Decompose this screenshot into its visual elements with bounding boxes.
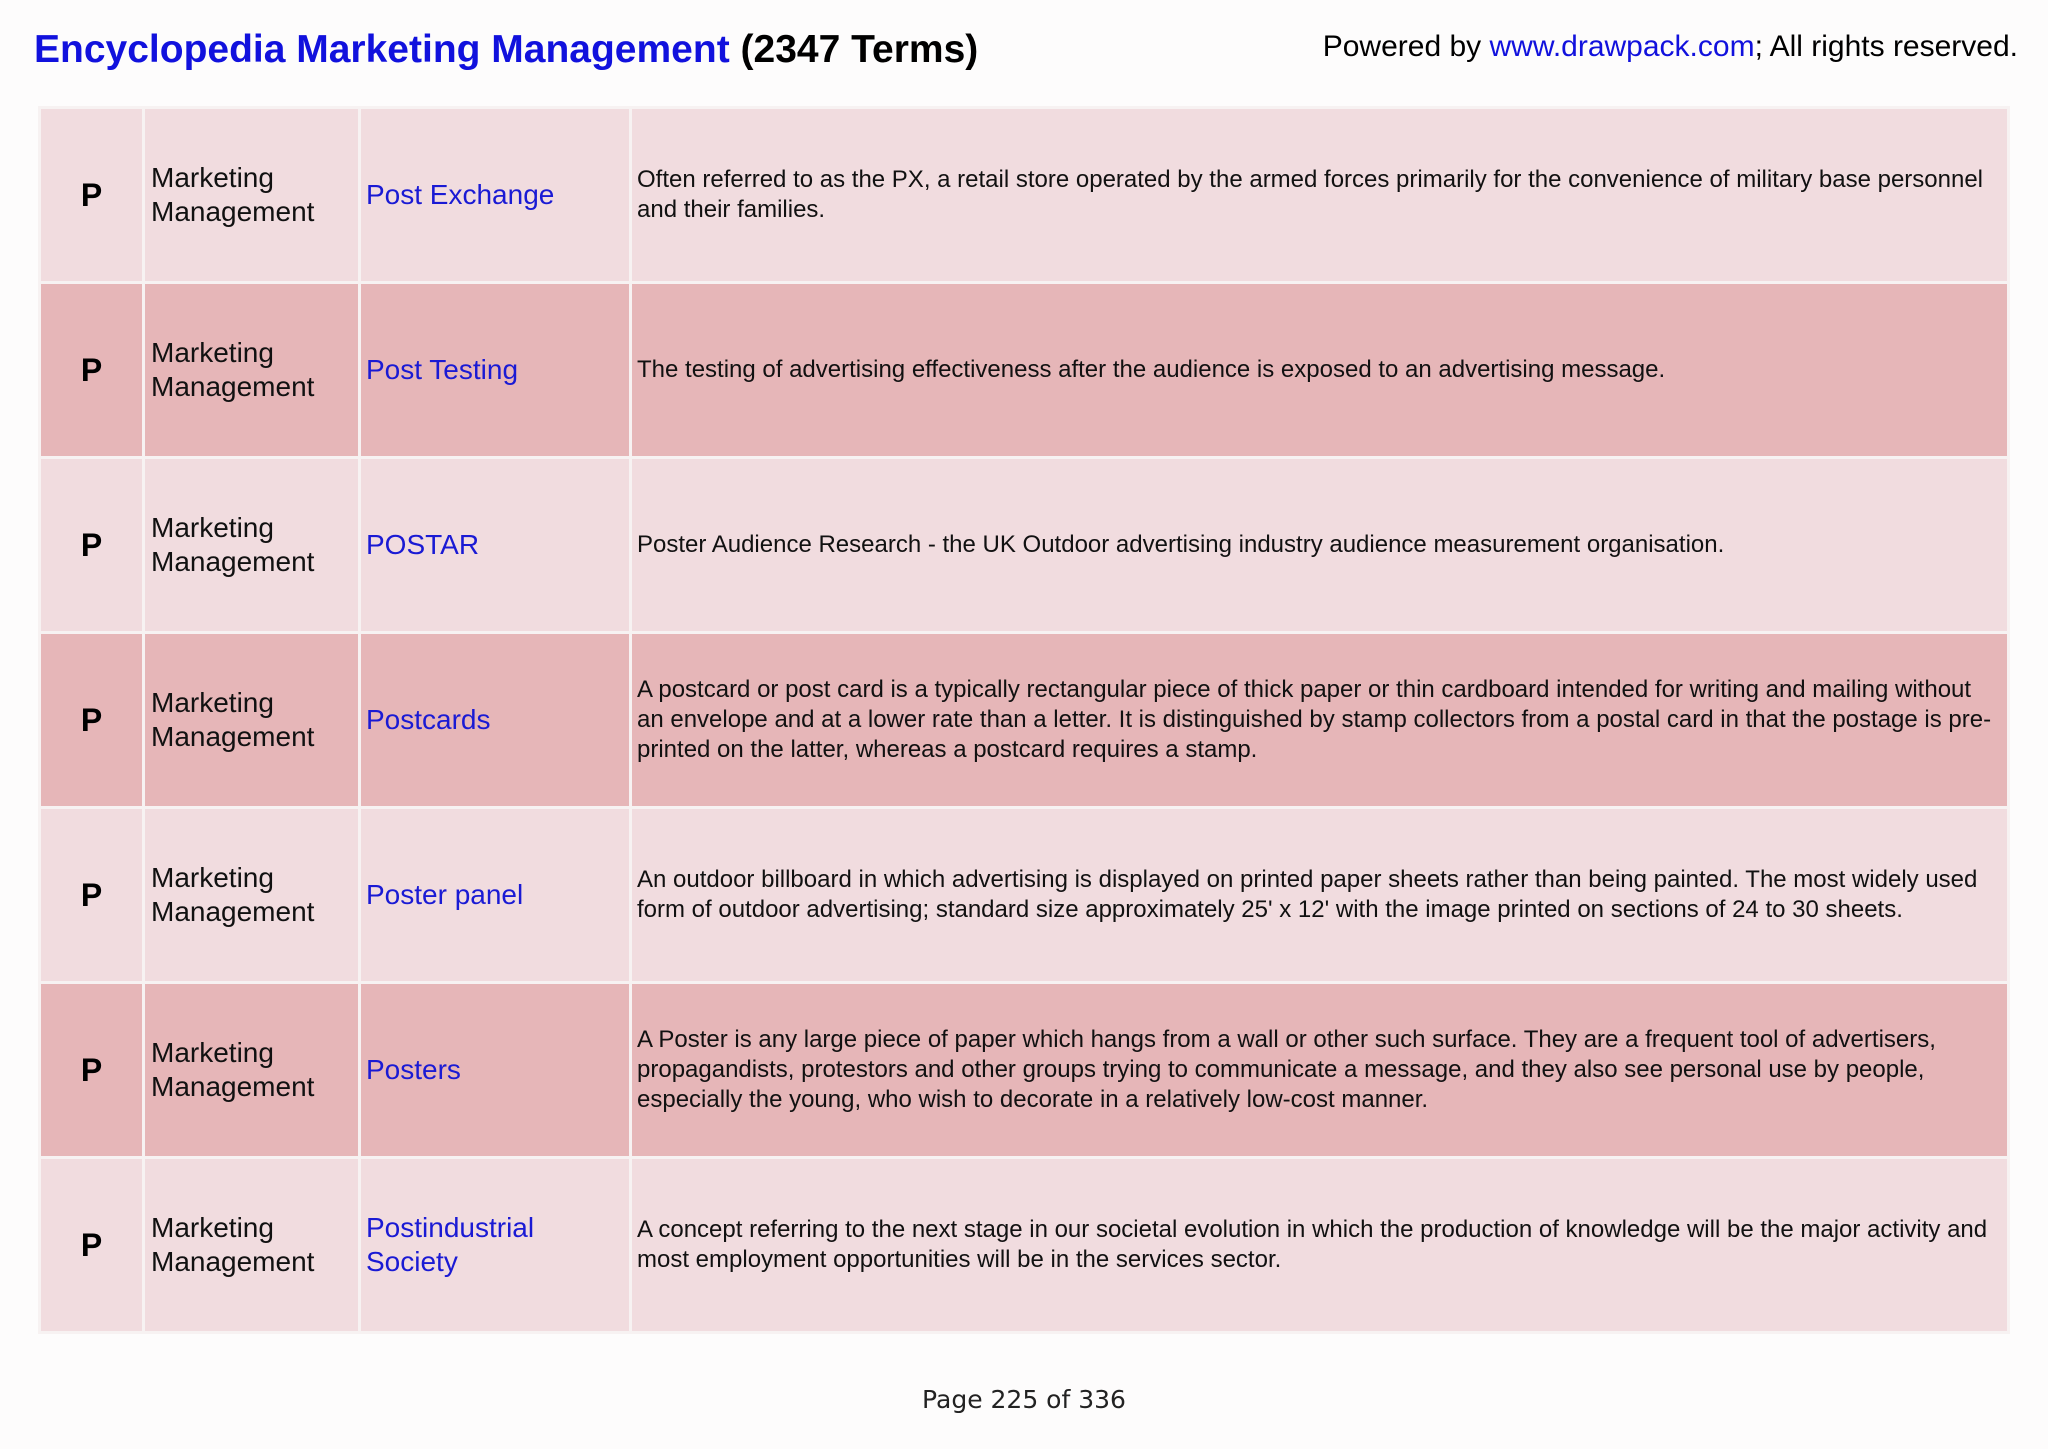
powered-prefix: Powered by xyxy=(1322,30,1490,63)
title-term-count: (2347 Terms) xyxy=(740,28,979,71)
category-cell: Marketing Management xyxy=(144,108,360,283)
table-row xyxy=(40,458,2009,633)
table-row xyxy=(40,983,2009,1158)
table-row xyxy=(40,108,2009,283)
letter-cell: P xyxy=(40,108,144,283)
definition-cell: Poster Audience Research - the UK Outdoor advertising industry audience measurement organisation. xyxy=(631,458,2009,633)
table-row xyxy=(40,283,2009,458)
category-cell: Marketing Management xyxy=(144,1158,360,1333)
table-row xyxy=(40,808,2009,983)
table-row xyxy=(40,1158,2009,1333)
category-cell: Marketing Management xyxy=(144,458,360,633)
letter-cell: P xyxy=(40,458,144,633)
category-cell: Marketing Management xyxy=(144,983,360,1158)
powered-suffix: ; All rights reserved. xyxy=(1754,30,2018,63)
letter-cell: P xyxy=(40,633,144,808)
letter-cell: P xyxy=(40,808,144,983)
definition-cell: A concept referring to the next stage in our societal evolution in which the production of knowledge will be the major activity and most employment opportunities will be in the services sector. xyxy=(631,1158,2009,1333)
letter-cell: P xyxy=(40,1158,144,1333)
terms-table xyxy=(38,106,2010,1334)
page-title xyxy=(34,28,978,72)
powered-by xyxy=(1323,30,2018,64)
letter-cell: P xyxy=(40,283,144,458)
category-cell: Marketing Management xyxy=(144,283,360,458)
definition-cell: The testing of advertising effectiveness after the audience is exposed to an advertising message. xyxy=(631,283,2009,458)
term-link[interactable]: Post Testing xyxy=(360,283,631,458)
term-link[interactable]: Postcards xyxy=(360,633,631,808)
drawpack-link[interactable]: www.drawpack.com xyxy=(1489,30,1755,63)
table-row xyxy=(40,633,2009,808)
letter-cell: P xyxy=(40,983,144,1158)
term-link[interactable]: Post Exchange xyxy=(360,108,631,283)
category-cell: Marketing Management xyxy=(144,808,360,983)
term-link[interactable]: POSTAR xyxy=(360,458,631,633)
definition-cell: A postcard or post card is a typically rectangular piece of thick paper or thin cardboard intended for writing and mailing without an envelope and at a lower rate than a letter. It is distinguished by stamp collectors from a postal card in that the postage is pre-printed on the latter, whereas a postcard requires a stamp. xyxy=(631,633,2009,808)
definition-cell: An outdoor billboard in which advertising is displayed on printed paper sheets rather than being painted. The most widely used form of outdoor advertising; standard size approximately 25' x 12' with the image printed on sections of 24 to 30 sheets. xyxy=(631,808,2009,983)
category-cell: Marketing Management xyxy=(144,633,360,808)
definition-cell: Often referred to as the PX, a retail store operated by the armed forces primarily for the convenience of military base personnel and their families. xyxy=(631,108,2009,283)
page-number: Page 225 of 336 xyxy=(922,1385,1126,1414)
term-link[interactable]: Posters xyxy=(360,983,631,1158)
title-main: Encyclopedia Marketing Management xyxy=(34,28,730,71)
definition-cell: A Poster is any large piece of paper which hangs from a wall or other such surface. They are a frequent tool of advertisers, propagandists, protestors and other groups trying to communicate a message, and they also see personal use by people, especially the young, who wish to decorate in a relatively low-cost manner. xyxy=(631,983,2009,1158)
term-link[interactable]: Poster panel xyxy=(360,808,631,983)
term-link[interactable]: Postindustrial Society xyxy=(360,1158,631,1333)
